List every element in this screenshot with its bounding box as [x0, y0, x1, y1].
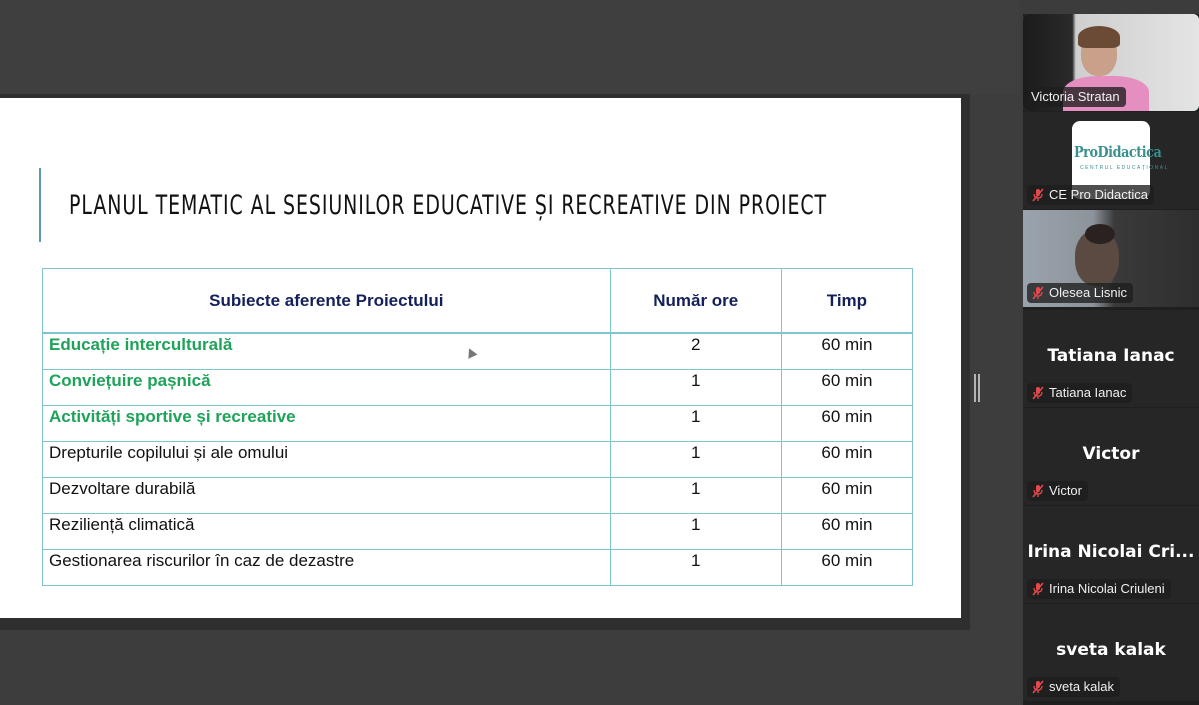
microphone-muted-icon — [1031, 582, 1045, 596]
participant-display-name: Tatiana Ianac — [1047, 346, 1175, 366]
participant-name-tag — [1027, 677, 1120, 697]
participant-name: CE Pro Didactica — [1049, 187, 1148, 202]
table-header-row — [43, 269, 913, 334]
participant-tile[interactable] — [1023, 210, 1199, 307]
participant-name-tag — [1027, 185, 1154, 205]
participant-tile[interactable] — [1023, 14, 1199, 111]
table-row — [43, 442, 913, 478]
row-time: 60 min — [781, 442, 912, 478]
participant-name: Tatiana Ianac — [1049, 385, 1127, 400]
table-row — [43, 514, 913, 550]
participants-gallery — [1023, 14, 1199, 705]
row-hours: 1 — [610, 370, 781, 406]
table-row — [43, 406, 913, 442]
microphone-muted-icon — [1031, 386, 1045, 400]
share-top-bar — [0, 0, 1020, 94]
table-row — [43, 550, 913, 586]
participant-tile[interactable] — [1023, 310, 1199, 407]
row-hours: 1 — [610, 406, 781, 442]
participant-name: Irina Nicolai Criuleni — [1049, 581, 1165, 596]
participant-display-name: Irina Nicolai Cri... — [1027, 542, 1195, 562]
participant-display-name: sveta kalak — [1056, 640, 1166, 660]
participant-tile[interactable] — [1023, 506, 1199, 603]
row-time: 60 min — [781, 550, 912, 586]
row-hours: 1 — [610, 514, 781, 550]
presentation-slide — [0, 98, 961, 618]
microphone-muted-icon — [1031, 188, 1045, 202]
participant-name: sveta kalak — [1049, 679, 1115, 694]
title-accent-bar — [39, 168, 41, 242]
participant-tile[interactable] — [1023, 112, 1199, 209]
row-time: 60 min — [781, 406, 912, 442]
participant-tile[interactable] — [1023, 408, 1199, 505]
microphone-muted-icon — [1031, 286, 1045, 300]
row-subject: Reziliență climatică — [43, 514, 611, 550]
participant-name: Victoria Stratan — [1031, 89, 1120, 104]
table-row — [43, 370, 913, 406]
slide-title: PLANUL TEMATIC AL SESIUNILOR EDUCATIVE ȘI RECREATIVE DIN PROIECT — [69, 190, 828, 221]
participant-name-tag — [1027, 87, 1126, 107]
participant-name-tag — [1027, 579, 1171, 599]
header-subject: Subiecte aferente Proiectului — [43, 269, 611, 334]
header-time: Timp — [781, 269, 912, 334]
row-hours: 1 — [610, 478, 781, 514]
row-subject: Dezvoltare durabilă — [43, 478, 611, 514]
row-hours: 2 — [610, 333, 781, 370]
microphone-muted-icon — [1031, 484, 1045, 498]
participant-name: Victor — [1049, 483, 1082, 498]
participant-tile[interactable] — [1023, 604, 1199, 701]
logo-text: ProDidactica — [1074, 143, 1162, 161]
participant-name-tag — [1027, 383, 1132, 403]
participant-name-tag — [1027, 283, 1133, 303]
row-subject: Gestionarea riscurilor în caz de dezastre — [43, 550, 611, 586]
participant-name-tag — [1027, 481, 1088, 501]
row-time: 60 min — [781, 514, 912, 550]
shared-screen — [0, 94, 970, 630]
participant-name: Olesea Lisnic — [1049, 285, 1128, 300]
row-hours: 1 — [610, 550, 781, 586]
row-subject: Conviețuire pașnică — [43, 370, 611, 406]
logo-subtitle: CENTRUL EDUCAȚIONAL — [1080, 165, 1169, 171]
table-row — [43, 333, 913, 370]
row-hours: 1 — [610, 442, 781, 478]
row-time: 60 min — [781, 333, 912, 370]
row-time: 60 min — [781, 370, 912, 406]
row-subject: Drepturile copilului și ale omului — [43, 442, 611, 478]
row-subject: Educație interculturală — [43, 333, 611, 370]
row-time: 60 min — [781, 478, 912, 514]
row-subject: Activități sportive și recreative — [43, 406, 611, 442]
microphone-muted-icon — [1031, 680, 1045, 694]
sessions-table — [42, 268, 913, 586]
table-row — [43, 478, 913, 514]
participant-display-name: Victor — [1082, 444, 1140, 464]
header-hours: Număr ore — [610, 269, 781, 334]
resize-handle-icon[interactable] — [974, 374, 980, 402]
